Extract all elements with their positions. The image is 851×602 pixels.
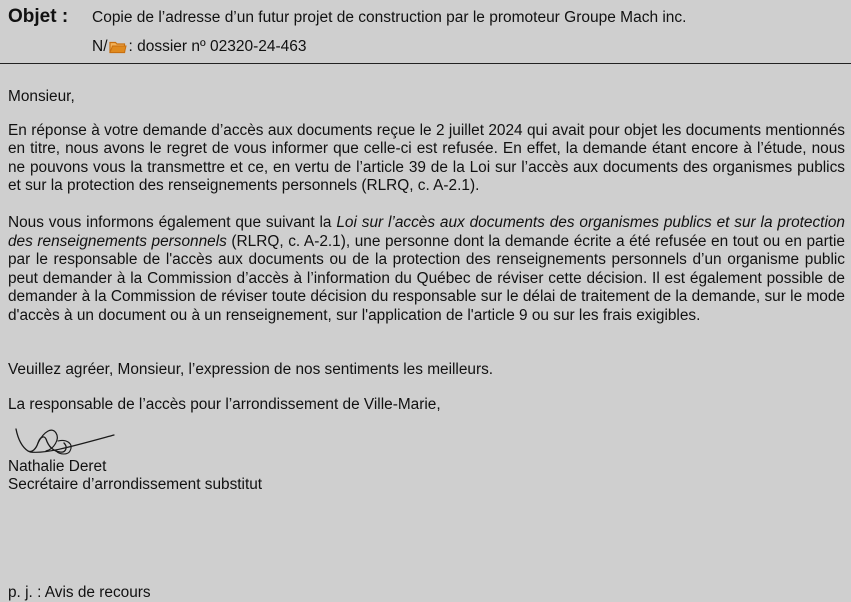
reference-row: [92, 38, 848, 56]
signatory-intro: La responsable de l’accès pour l’arrondissement de Ville-Marie,: [8, 396, 441, 414]
paragraph-refusal: En réponse à votre demande d’accès aux documents reçue le 2 juillet 2024 qui avait pour objet les documents mentionnés en titre, nous avons le regret de vous informer que celle-ci est refusée. En effet, la demande étant encore à l’étude, nous ne pouvons vous la transmettre et ce, en vertu de l’article 39 de la Loi sur l’accès aux documents des organismes publics et sur la protection des renseignements personnels (RLRQ, c. A-2.1).: [8, 121, 845, 195]
law-title: Loi sur l’accès aux documents des organismes publics et sur la protection des renseignements personnels: [8, 213, 845, 250]
subject-divider: [0, 63, 851, 64]
folder-icon: [109, 40, 127, 54]
signature-image: [10, 421, 122, 461]
attachment-note: p. j. : Avis de recours: [8, 584, 151, 601]
closing-formula: Veuillez agréer, Monsieur, l’expression de nos sentiments les meilleurs.: [8, 360, 494, 378]
paragraph-recourse-intro: Nous vous informons également que suivant la: [8, 213, 337, 231]
reference-prefix: N/: [92, 38, 108, 55]
signatory-name: Nathalie Deret: [8, 457, 107, 475]
paragraph-recourse-rest: (RLRQ, c. A-2.1), une personne dont la demande écrite a été refusée en tout ou en partie par le responsable de l'accès aux documents ou de la protection des renseignements personnels d’un organisme public peut demander à la Commission d’accès à l’information du Québec de réviser cette décision. Il est également possible de demander à la Commission de réviser toute décision du responsable sur le délai de traitement de la demande, sur le mode d'accès à un document ou à un renseignement, sur l'application de l'article 9 ou sur les frais exigibles.: [8, 232, 845, 324]
salutation: Monsieur,: [8, 88, 75, 105]
reference-number: : dossier nº 02320-24-463: [128, 38, 307, 55]
subject-row: [8, 6, 848, 28]
subject-block: [8, 6, 848, 56]
letter-body: [8, 88, 845, 495]
subject-label: Objet :: [8, 6, 69, 27]
subject-text: Copie de l’adresse d’un futur projet de construction par le promoteur Groupe Mach inc.: [92, 9, 687, 26]
paragraph-recourse: [8, 214, 845, 326]
signatory-title: Secrétaire d’arrondissement substitut: [8, 476, 263, 494]
